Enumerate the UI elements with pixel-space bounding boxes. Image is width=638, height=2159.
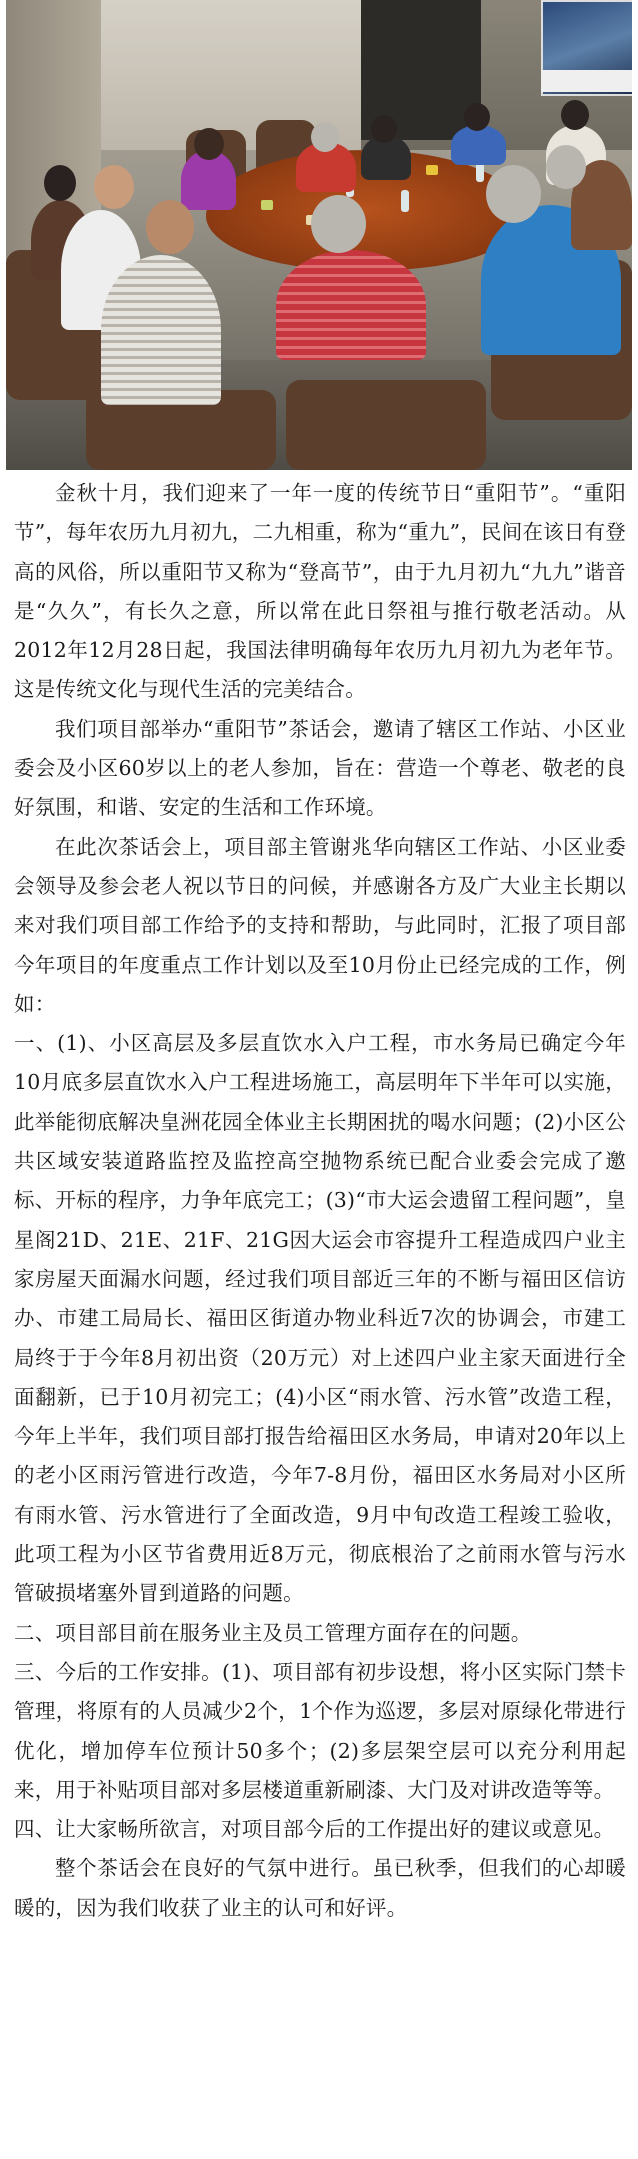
photo-chair <box>286 380 486 470</box>
photo-person <box>101 255 221 405</box>
photo-person-head <box>546 145 586 189</box>
photo-poster-caption-strip <box>541 70 632 92</box>
article-paragraph: 二、项目部目前在服务业主及员工管理方面存在的问题。 <box>14 1620 532 1645</box>
photo-person <box>276 250 426 360</box>
photo-person-head <box>464 103 490 131</box>
photo-water-bottle <box>401 190 409 212</box>
photo-person <box>451 125 506 165</box>
photo-person-head <box>311 195 366 253</box>
photo-person-head <box>44 165 76 201</box>
photo-person-head <box>371 115 397 143</box>
article-paragraph: 我们项目部举办“重阳节”茶话会，邀请了辖区工作站、小区业委会及小区60岁以上的老人参加，旨在：营造一个尊老、敬老的良好氛围，和谐、安定的生活和工作环境。 <box>14 716 626 820</box>
article-paragraph: 整个茶话会在良好的气氛中进行。虽已秋季，但我们的心却暖暖的，因为我们收获了业主的认可和好评。 <box>14 1856 626 1920</box>
tea-party-photo <box>6 0 632 470</box>
article-paragraph: 在此次茶话会上，项目部主管谢兆华向辖区工作站、小区业委会领导及参会老人祝以节日的问候，并感谢各方及广大业主长期以来对我们项目部工作给予的支持和帮助，与此同时，汇报了项目部今年项目的年度重点工作计划以及至10月份止已经完成的工作，例如： <box>14 834 626 1016</box>
photo-person-head <box>561 100 589 130</box>
article-paragraph: 三、今后的工作安排。(1)、项目部有初步设想，将小区实际门禁卡管理，将原有的人员减少2个，1个作为巡逻，多层对原绿化带进行优化，增加停车位预计50多个；(2)多层架空层可以充分利用起来，用于补贴项目部对多层楼道重新刷漆、大门及对讲改造等等。 <box>14 1659 626 1802</box>
photo-fruit-plate <box>261 200 273 210</box>
article-body <box>14 474 626 1928</box>
photo-person-head <box>486 165 541 223</box>
article-paragraph: 一、(1)、小区高层及多层直饮水入户工程，市水务局已确定今年10月底多层直饮水入户工程进场施工，高层明年下半年可以实施，此举能彻底解决皇洲花园全体业主长期困扰的喝水问题；(2)小区公共区域安装道路监控及监控高空抛物系统已配合业委会完成了邀标、开标的程序，力争年底完工；(3)“市大运会遗留工程问题”，皇星阁21D、21E、21F、21G因大运会市容提升工程造成四户业主家房屋天面漏水问题，经过我们项目部近三年的不断与福田区信访办、市建工局局长、福田区街道办物业科近7次的协调会，市建工局终于于今年8月初出资（20万元）对上述四户业主家天面进行全面翻新，已于10月初完工；(4)小区“雨水管、污水管”改造工程，今年上半年，我们项目部打报告给福田区水务局，申请对20年以上的老小区雨污管进行改造，今年7-8月份，福田区水务局对小区所有雨水管、污水管进行了全面改造，9月中旬改造工程竣工验收，此项工程为小区节省费用近8万元，彻底根治了之前雨水管与污水管破损堵塞外冒到道路的问题。 <box>14 1031 626 1606</box>
photo-fruit-plate <box>426 165 438 175</box>
photo-person-head <box>146 200 194 254</box>
article-paragraph: 四、让大家畅所欲言，对项目部今后的工作提出好的建议或意见。 <box>14 1817 615 1842</box>
photo-person-head <box>94 165 134 209</box>
photo-person-head <box>194 128 224 160</box>
article-paragraph: 金秋十月，我们迎来了一年一度的传统节日“重阳节”。“重阳节”，每年农历九月初九，二九相重，称为“重九”，民间在该日有登高的风俗，所以重阳节又称为“登高节”，由于九月初九“九九”谐音是“久久”，有长久之意，所以常在此日祭祖与推行敬老活动。从2012年12月28日起，我国法律明确每年农历九月初九为老年节。这是传统文化与现代生活的完美结合。 <box>14 481 626 702</box>
photo-person-head <box>311 122 339 152</box>
